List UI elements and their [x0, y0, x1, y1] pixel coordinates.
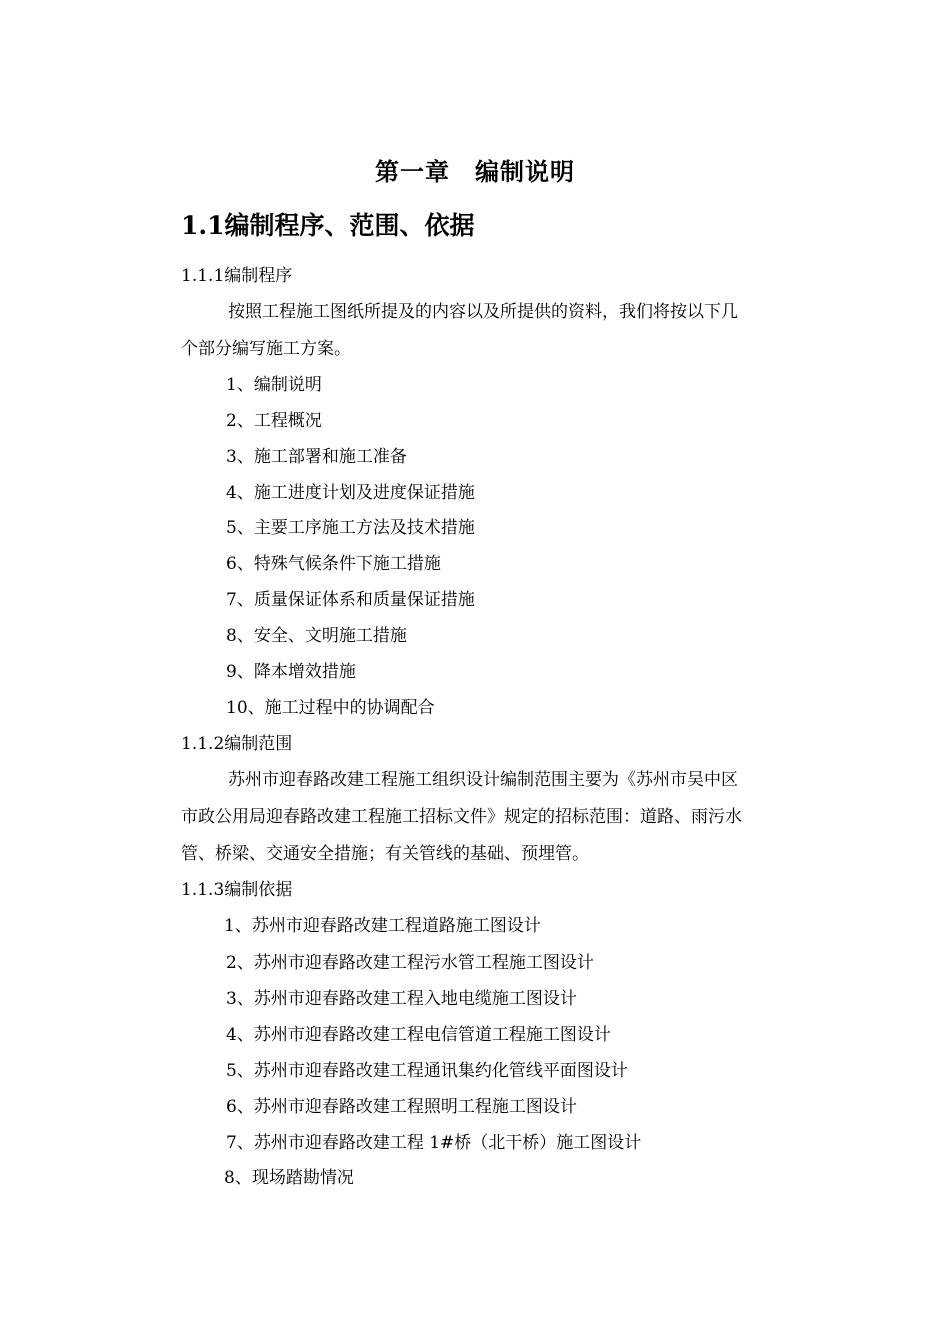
procedure-heading: 1.1.1编制程序 — [181, 266, 293, 286]
scope-line-3: 管、桥梁、交通安全措施；有关管线的基础、预埋管。 — [181, 844, 589, 864]
basis-item: 2、苏州市迎春路改建工程污水管工程施工图设计 — [226, 953, 594, 973]
procedure-item: 8、安全、文明施工措施 — [226, 626, 407, 646]
procedure-intro-line-2: 个部分编写施工方案。 — [181, 339, 351, 359]
scope-line-2: 市政公用局迎春路改建工程施工招标文件》规定的招标范围：道路、雨污水 — [181, 807, 742, 827]
basis-item: 1、苏州市迎春路改建工程道路施工图设计 — [224, 916, 541, 936]
basis-item: 7、苏州市迎春路改建工程 1#桥（北干桥）施工图设计 — [226, 1133, 642, 1153]
basis-item: 4、苏州市迎春路改建工程电信管道工程施工图设计 — [226, 1025, 611, 1045]
basis-item: 6、苏州市迎春路改建工程照明工程施工图设计 — [226, 1097, 577, 1117]
basis-item: 5、苏州市迎春路改建工程通讯集约化管线平面图设计 — [226, 1061, 628, 1081]
scope-heading: 1.1.2编制范围 — [181, 734, 293, 754]
procedure-item: 10、施工过程中的协调配合 — [226, 698, 435, 718]
procedure-item: 9、降本增效措施 — [226, 662, 356, 682]
basis-item: 3、苏州市迎春路改建工程入地电缆施工图设计 — [226, 989, 577, 1009]
procedure-item: 3、施工部署和施工准备 — [226, 447, 407, 467]
basis-item: 8、现场踏勘情况 — [224, 1168, 354, 1188]
chapter-title: 第一章 编制说明 — [375, 157, 575, 186]
procedure-item: 4、施工进度计划及进度保证措施 — [226, 483, 475, 503]
procedure-item: 1、编制说明 — [226, 375, 322, 395]
basis-heading: 1.1.3编制依据 — [181, 880, 293, 900]
scope-line-1: 苏州市迎春路改建工程施工组织设计编制范围主要为《苏州市吴中区 — [228, 770, 738, 790]
procedure-item: 5、主要工序施工方法及技术措施 — [226, 518, 475, 538]
section-title: 1.1编制程序、范围、依据 — [181, 211, 475, 240]
procedure-item: 6、特殊气候条件下施工措施 — [226, 554, 441, 574]
procedure-item: 7、质量保证体系和质量保证措施 — [226, 590, 475, 610]
procedure-intro-line-1: 按照工程施工图纸所提及的内容以及所提供的资料，我们将按以下几 — [228, 302, 738, 322]
procedure-item: 2、工程概况 — [226, 411, 322, 431]
